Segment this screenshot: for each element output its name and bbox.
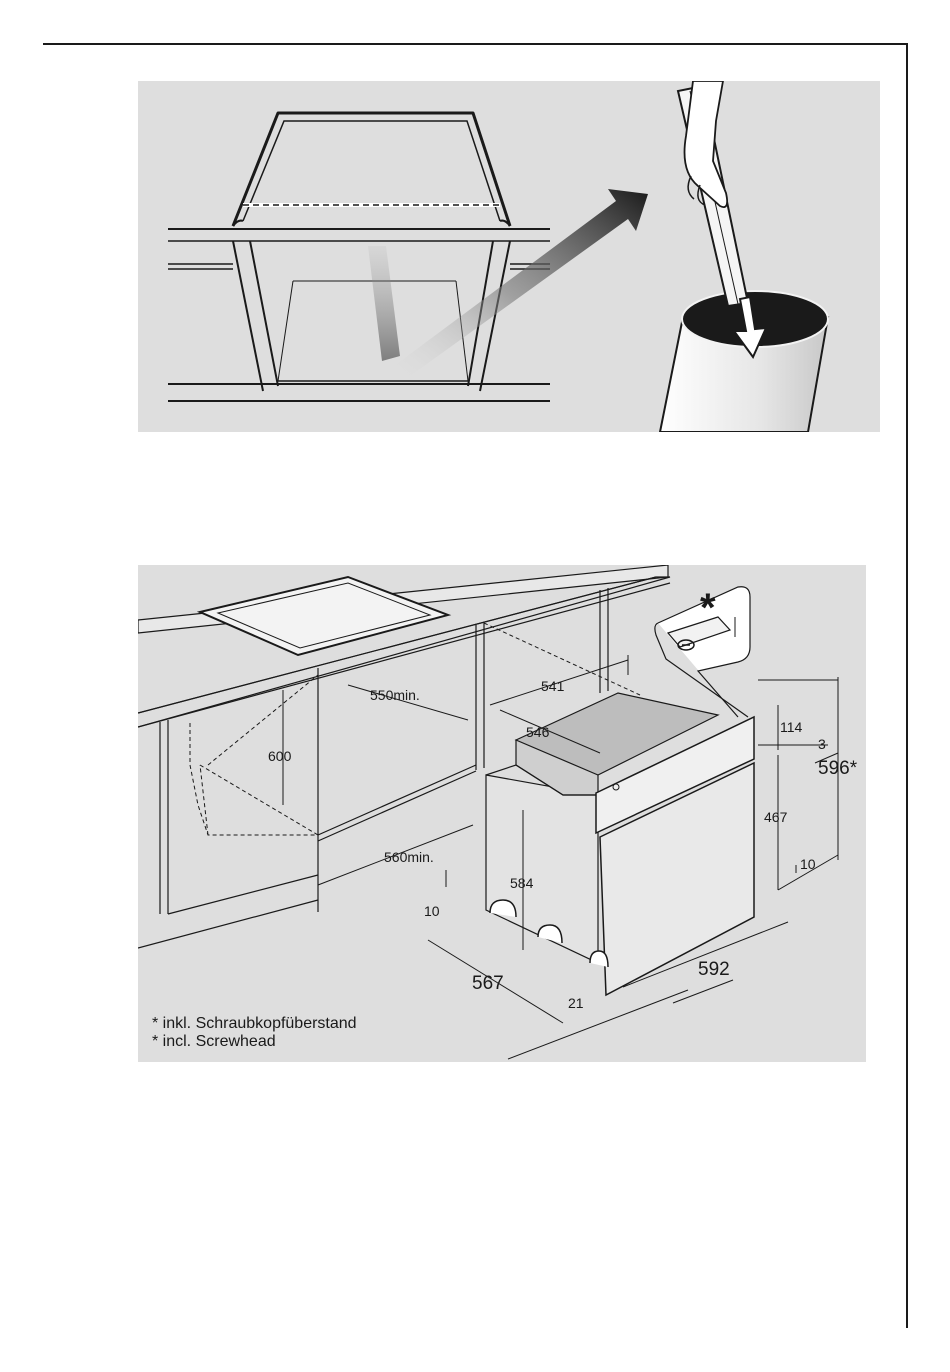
dim-oven-height-body: 584	[510, 875, 534, 891]
dim-cutout-height: 600	[268, 748, 292, 764]
dim-oven-total-height: 596*	[818, 758, 858, 779]
installation-dimensions-drawing	[138, 565, 866, 1062]
screw-marker: *	[700, 586, 716, 630]
page-right-rule	[906, 43, 908, 1328]
screw-detail-callout	[655, 586, 750, 717]
footnote-german: * inkl. Schraubkopfüberstand	[152, 1015, 357, 1032]
dim-oven-depth-top: 546	[526, 724, 550, 740]
dim-door-thickness: 21	[568, 995, 584, 1011]
packaging-disposal-drawing	[138, 81, 880, 432]
installation-dimensions-illustration	[138, 565, 866, 1062]
dim-cutout-depth: 550min.	[370, 687, 420, 703]
dim-oven-depth-body: 541	[541, 678, 565, 694]
dim-door-bottom-gap: 10	[800, 856, 816, 872]
dim-foot-gap: 10	[424, 903, 440, 919]
sink-frame	[233, 113, 510, 226]
dim-cutout-width: 560min.	[384, 849, 434, 865]
dim-oven-width: 592	[698, 959, 730, 980]
dim-door-height: 467	[764, 809, 788, 825]
packaging-disposal-illustration	[138, 81, 880, 432]
footnote-english: * incl. Screwhead	[152, 1033, 276, 1050]
dim-control-panel-height: 114	[780, 719, 803, 735]
dim-screw-offset: 3	[818, 736, 826, 752]
dim-oven-total-depth: 567	[472, 973, 504, 994]
page-top-rule	[43, 43, 908, 45]
